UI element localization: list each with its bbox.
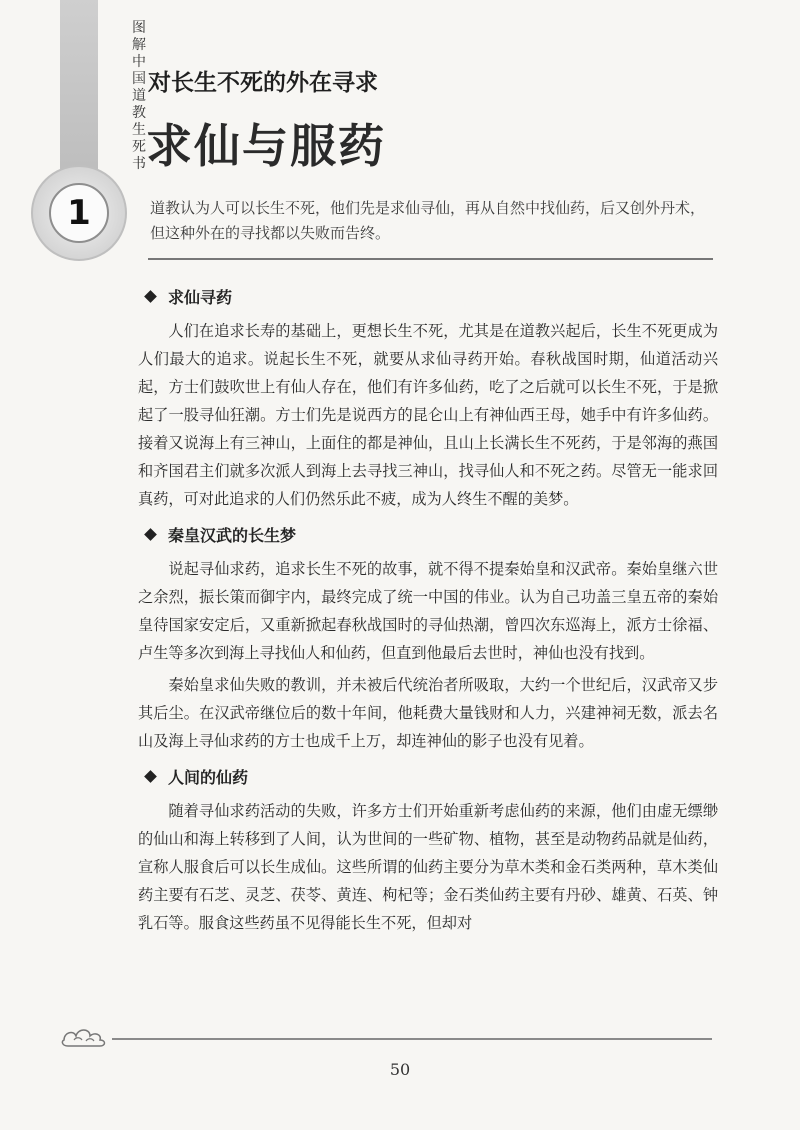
- diamond-bullet-icon: [144, 290, 157, 303]
- page-title: 求仙与服药: [146, 119, 386, 173]
- paragraph: 随着寻仙求药活动的失败，许多方士们开始重新考虑仙药的来源，他们由虚无缥缈的仙山和海上转移到了人间，认为世间的一些矿物、植物，甚至是动物药品就是仙药，宣称人服食后可以长生成仙。这些所谓的仙药主要分为草木类和金石类两种，草木类仙药主要有石芝、灵芝、茯苓、黄连、枸杞等；金石类仙药主要有丹砂、雄黄、石英、钟乳石等。服食这些药虽不见得能长生不死，但却对: [138, 802, 718, 932]
- section-heading-text: 求仙寻药: [168, 288, 233, 307]
- diamond-bullet-icon: [144, 770, 157, 783]
- section-heading: [146, 765, 718, 791]
- side-tab: [60, 0, 146, 178]
- paragraph: 人们在追求长寿的基础上，更想长生不死，尤其是在道教兴起后，长生不死更成为人们最大的追求。说起长生不死，就要从求仙寻药开始。春秋战国时期，仙道活动兴起，方士们鼓吹世上有仙人存在，他们有许多仙药，吃了之后就可以长生不死，于是掀起了一股寻仙狂潮。方士们先是说西方的昆仑山上有神仙西王母，她手中有许多仙药。接着又说海上有三神山，上面住的都是神仙，且山上长满长生不死药，于是邻海的燕国和齐国君主们就多次派人到海上去寻找三神山，找寻仙人和不死之药。尽管无一能求回真药，可对此追求的人们仍然乐此不疲，成为人终生不醒的美梦。: [138, 322, 718, 508]
- diamond-bullet-icon: [144, 528, 157, 541]
- chapter-number: 1: [67, 193, 91, 233]
- section-earthly-medicine: [138, 765, 718, 937]
- intro-divider: [148, 258, 713, 260]
- intro-paragraph: 道教认为人可以长生不死，他们先是求仙寻仙，再从自然中找仙药，后又创外丹术，但这种外在的寻找都以失败而告终。: [150, 199, 706, 242]
- section-heading-text: 秦皇汉武的长生梦: [168, 526, 297, 545]
- article-body: [138, 285, 718, 947]
- section-subtitle: 对长生不死的外在寻求: [148, 70, 378, 96]
- section-heading: [146, 523, 718, 549]
- paragraph: 秦始皇求仙失败的教训，并未被后代统治者所吸取，大约一个世纪后，汉武帝又步其后尘。在汉武帝继位后的数十年间，他耗费大量钱财和人力，兴建神祠无数，派去名山及海上寻仙求药的方士也成千上万，却连神仙的影子也没有见着。: [138, 676, 718, 750]
- cloud-ornament-icon: [60, 1022, 110, 1048]
- page-number: 50: [389, 1060, 411, 1079]
- chapter-badge: [31, 165, 127, 261]
- section-seek-immortals: [138, 285, 718, 513]
- footer-divider: [112, 1038, 712, 1040]
- chapter-badge-inner: [49, 183, 109, 243]
- section-qin-han: [138, 523, 718, 755]
- paragraph: 说起寻仙求药，追求长生不死的故事，就不得不提秦始皇和汉武帝。秦始皇继六世之余烈，振长策而御宇内，最终完成了统一中国的伟业。认为自己功盖三皇五帝的秦始皇待国家安定后，又重新掀起春秋战国时的寻仙热潮，曾四次东巡海上，派方士徐福、卢生等多次到海上寻找仙人和仙药，但直到他最后去世时，神仙也没有找到。: [138, 560, 718, 662]
- section-heading: [146, 285, 718, 311]
- series-title: 图解中国道教生死书: [132, 20, 146, 172]
- section-heading-text: 人间的仙药: [168, 768, 249, 787]
